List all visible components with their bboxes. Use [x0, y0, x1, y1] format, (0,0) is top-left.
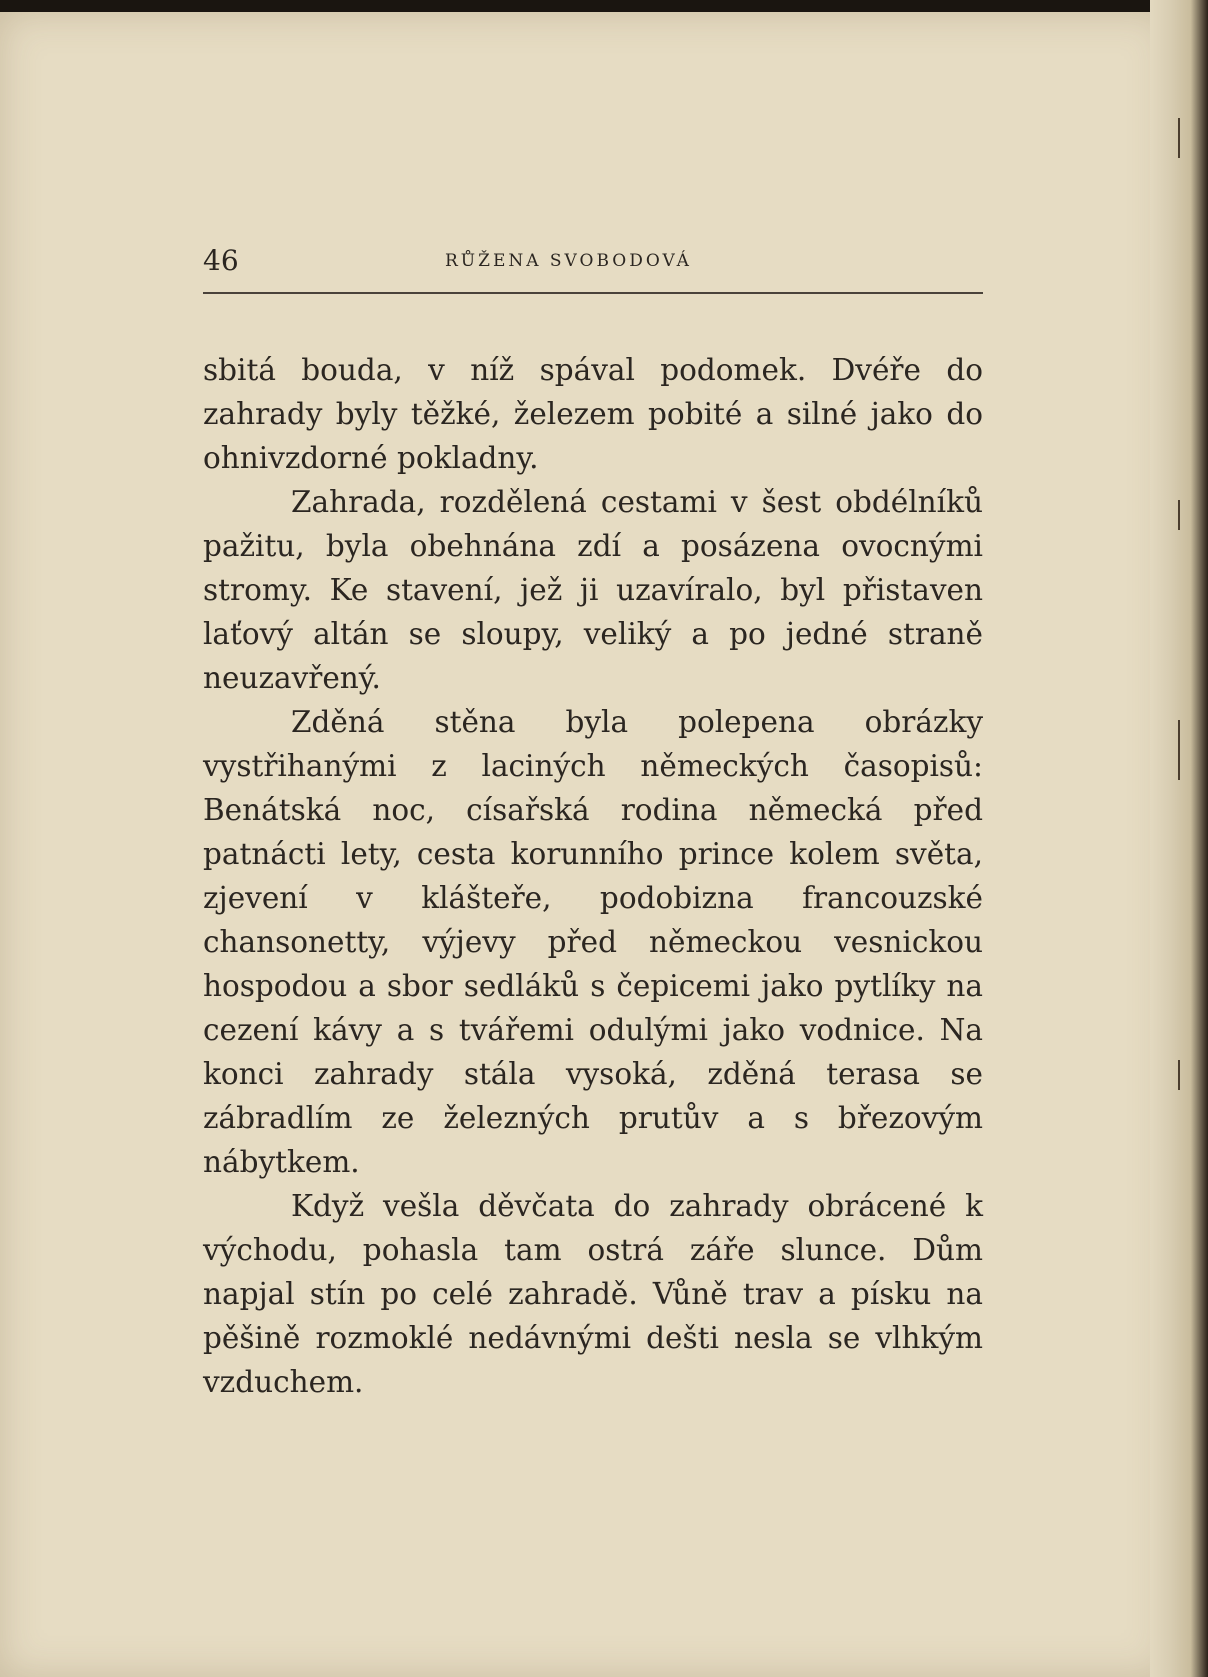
running-header [203, 243, 983, 279]
paragraph: Zděná stěna byla polepena obrázky vystřihanými z laciných německých časopisů: Benátská noc, císařská rodina německá před patnácti lety, cesta korunního prince kolem světa, zjevení v klášteře, podobizna francouzské chansonetty, výjevy před německou vesnickou hospodou a sbor sedláků s čepicemi jako pytlíky na cezení kávy a s tvářemi odulými jako vodnice. Na konci zahrady stála vysoká, zděná terasa se zábradlím ze železných prutův a s březovým nábytkem. [203, 705, 983, 1179]
paragraph: sbitá bouda, v níž spával podomek. Dvéře do zahrady byly těžké, železem pobité a silné jako do ohnivzdorné pokladny. [203, 353, 983, 475]
body-text [203, 348, 983, 1404]
header-rule [203, 292, 983, 294]
page-number: 46 [203, 244, 239, 277]
book-edge [1150, 0, 1208, 1677]
edge-mark [1178, 1060, 1180, 1090]
running-title: RŮŽENA SVOBODOVÁ [445, 251, 692, 271]
paragraph: Když vešla děvčata do zahrady obrácené k východu, pohasla tam ostrá záře slunce. Dům napjal stín po celé zahradě. Vůně trav a písku na pěšině rozmoklé nedávnými dešti nesla se vlhkým vzduchem. [203, 1189, 983, 1399]
edge-mark [1178, 500, 1180, 530]
paragraph: Zahrada, rozdělená cestami v šest obdélníků pažitu, byla obehnána zdí a posázena ovocnými stromy. Ke stavení, jež ji uzavíralo, byl přistaven laťový altán se sloupy, veliký a po jedné straně neuzavřený. [203, 485, 983, 695]
edge-mark [1178, 720, 1180, 780]
edge-mark [1178, 118, 1180, 158]
